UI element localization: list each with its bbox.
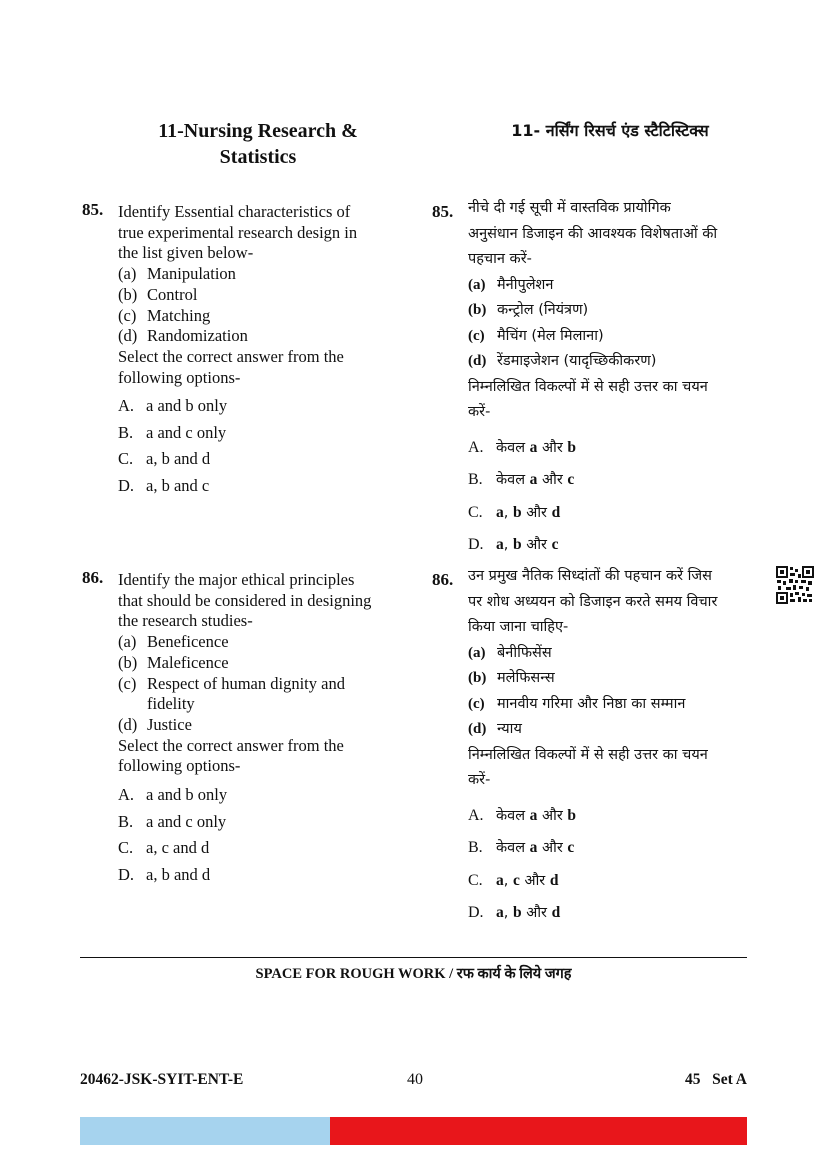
footer-bar-blue — [80, 1117, 330, 1145]
option-item: (d) न्याय — [468, 721, 522, 737]
answer-choice-b[interactable]: B. केवल a और c — [468, 471, 575, 488]
option-item: (c) मानवीय गरिमा और निष्ठा का सम्मान — [468, 695, 686, 712]
answer-choices — [468, 432, 762, 562]
answer-choice-b[interactable]: B. a and c only — [118, 422, 227, 442]
question-stem-line: that should be considered in designing — [118, 590, 372, 610]
question-stem-line: नीचे दी गई सूची में वास्तविक प्रायोगिक — [468, 200, 671, 216]
rough-work-divider — [80, 957, 747, 958]
answer-choice-c[interactable]: C. a, c and d — [118, 838, 210, 858]
instruction-line: Select the correct answer from the — [118, 735, 344, 755]
answer-choice-d[interactable]: D. a, b and d — [118, 864, 211, 884]
question-stem-line: Identify the major ethical principles — [118, 570, 355, 589]
option-item: (a) Beneficence — [118, 632, 229, 652]
answer-choice-c[interactable]: C. a, b और d — [468, 503, 561, 521]
option-item: (a) Manipulation — [118, 264, 236, 284]
paper-code: 20462-JSK-SYIT-ENT-E — [80, 1071, 244, 1088]
option-item: (d) Justice — [118, 714, 192, 734]
question-stem-line: अनुसंधान डिजाइन की आवश्यक विशेषताओं की — [468, 225, 718, 242]
question-number: 85. — [432, 202, 454, 221]
question-86-hindi — [432, 564, 762, 930]
instruction-line: निम्नलिखित विकल्पों में से सही उत्तर का चयन — [468, 746, 708, 763]
instruction-line: following options- — [118, 367, 241, 387]
answer-choice-d[interactable]: D. a, b और d — [468, 904, 561, 921]
question-85-english — [82, 202, 402, 499]
instruction-line: following options- — [118, 756, 241, 776]
answer-choice-c[interactable]: C. a, c और d — [468, 871, 559, 889]
question-stem-line: पहचान करें- — [468, 251, 532, 267]
footer-bar-red — [330, 1117, 747, 1145]
question-number: 86. — [432, 570, 454, 589]
question-stem-line: the research studies- — [118, 611, 253, 631]
answer-choice-d[interactable]: D. a, b और c — [468, 536, 559, 553]
option-item: (c) Matching — [118, 305, 211, 325]
option-item: (b) Control — [118, 284, 198, 304]
instruction-line: Select the correct answer from the — [118, 346, 344, 366]
option-item: (a) मैनीपुलेशन — [468, 276, 554, 293]
instruction-line: करें- — [468, 404, 491, 420]
section-title-hindi: 11- नर्सिंग रिसर्च एंड स्टैटिस्टिक्स — [511, 121, 709, 140]
option-item: (d) Randomization — [118, 326, 248, 346]
answer-choice-b[interactable]: B. केवल a और c — [468, 839, 575, 856]
question-86-english — [82, 570, 402, 888]
option-item: (c) Respect of human dignity and fidelity — [118, 673, 345, 714]
answer-choice-a[interactable]: A. केवल a और b — [468, 806, 576, 824]
set-label: 45 Set A — [685, 1071, 747, 1088]
option-item: (a) बेनीफिसेंस — [468, 644, 552, 661]
section-title-english — [118, 118, 398, 170]
instruction-line: निम्नलिखित विकल्पों में से सही उत्तर का चयन — [468, 378, 708, 395]
answer-choice-b[interactable]: B. a and c only — [118, 811, 227, 831]
question-stem-line: पर शोध अध्ययन को डिजाइन करते समय विचार — [468, 593, 718, 610]
question-stem-line: the list given below- — [118, 243, 254, 263]
question-number: 86. — [82, 568, 104, 587]
section-title-english-line1: 11-Nursing Research & — [158, 120, 358, 142]
qr-code-icon — [776, 566, 814, 604]
answer-choices — [118, 393, 402, 499]
question-85-hindi — [432, 196, 762, 562]
rough-work-label: SPACE FOR ROUGH WORK / रफ कार्य के लिये जगह — [255, 966, 572, 982]
instruction-line: करें- — [468, 772, 491, 788]
question-stem-line: किया जाना चाहिए- — [468, 619, 569, 635]
option-item: (d) रेंडमाइजेशन (यादृच्छिकीकरण) — [468, 353, 657, 369]
option-item: (b) Maleficence — [118, 652, 229, 672]
answer-choice-a[interactable]: A. a and b only — [118, 396, 228, 416]
option-item: (b) मलेफिसन्स — [468, 670, 555, 686]
answer-choice-c[interactable]: C. a, b and d — [118, 449, 211, 469]
answer-choices — [118, 782, 402, 888]
question-number: 85. — [82, 200, 104, 219]
option-item: (b) कन्ट्रोल (नियंत्रण) — [468, 302, 589, 318]
question-stem-line: Identify Essential characteristics of — [118, 202, 351, 221]
answer-choice-a[interactable]: A. a and b only — [118, 785, 228, 805]
question-stem-line: उन प्रमुख नैतिक सिध्दांतों की पहचान करें जिस — [468, 568, 712, 584]
answer-choice-d[interactable]: D. a, b and c — [118, 475, 210, 495]
option-item: (c) मैचिंग (मेल मिलाना) — [468, 327, 604, 344]
section-title-english-line2: Statistics — [219, 146, 297, 168]
page-number: 40 — [407, 1071, 423, 1088]
question-stem-line: true experimental research design in — [118, 222, 358, 242]
answer-choice-a[interactable]: A. केवल a और b — [468, 438, 576, 456]
answer-choices — [468, 800, 762, 930]
